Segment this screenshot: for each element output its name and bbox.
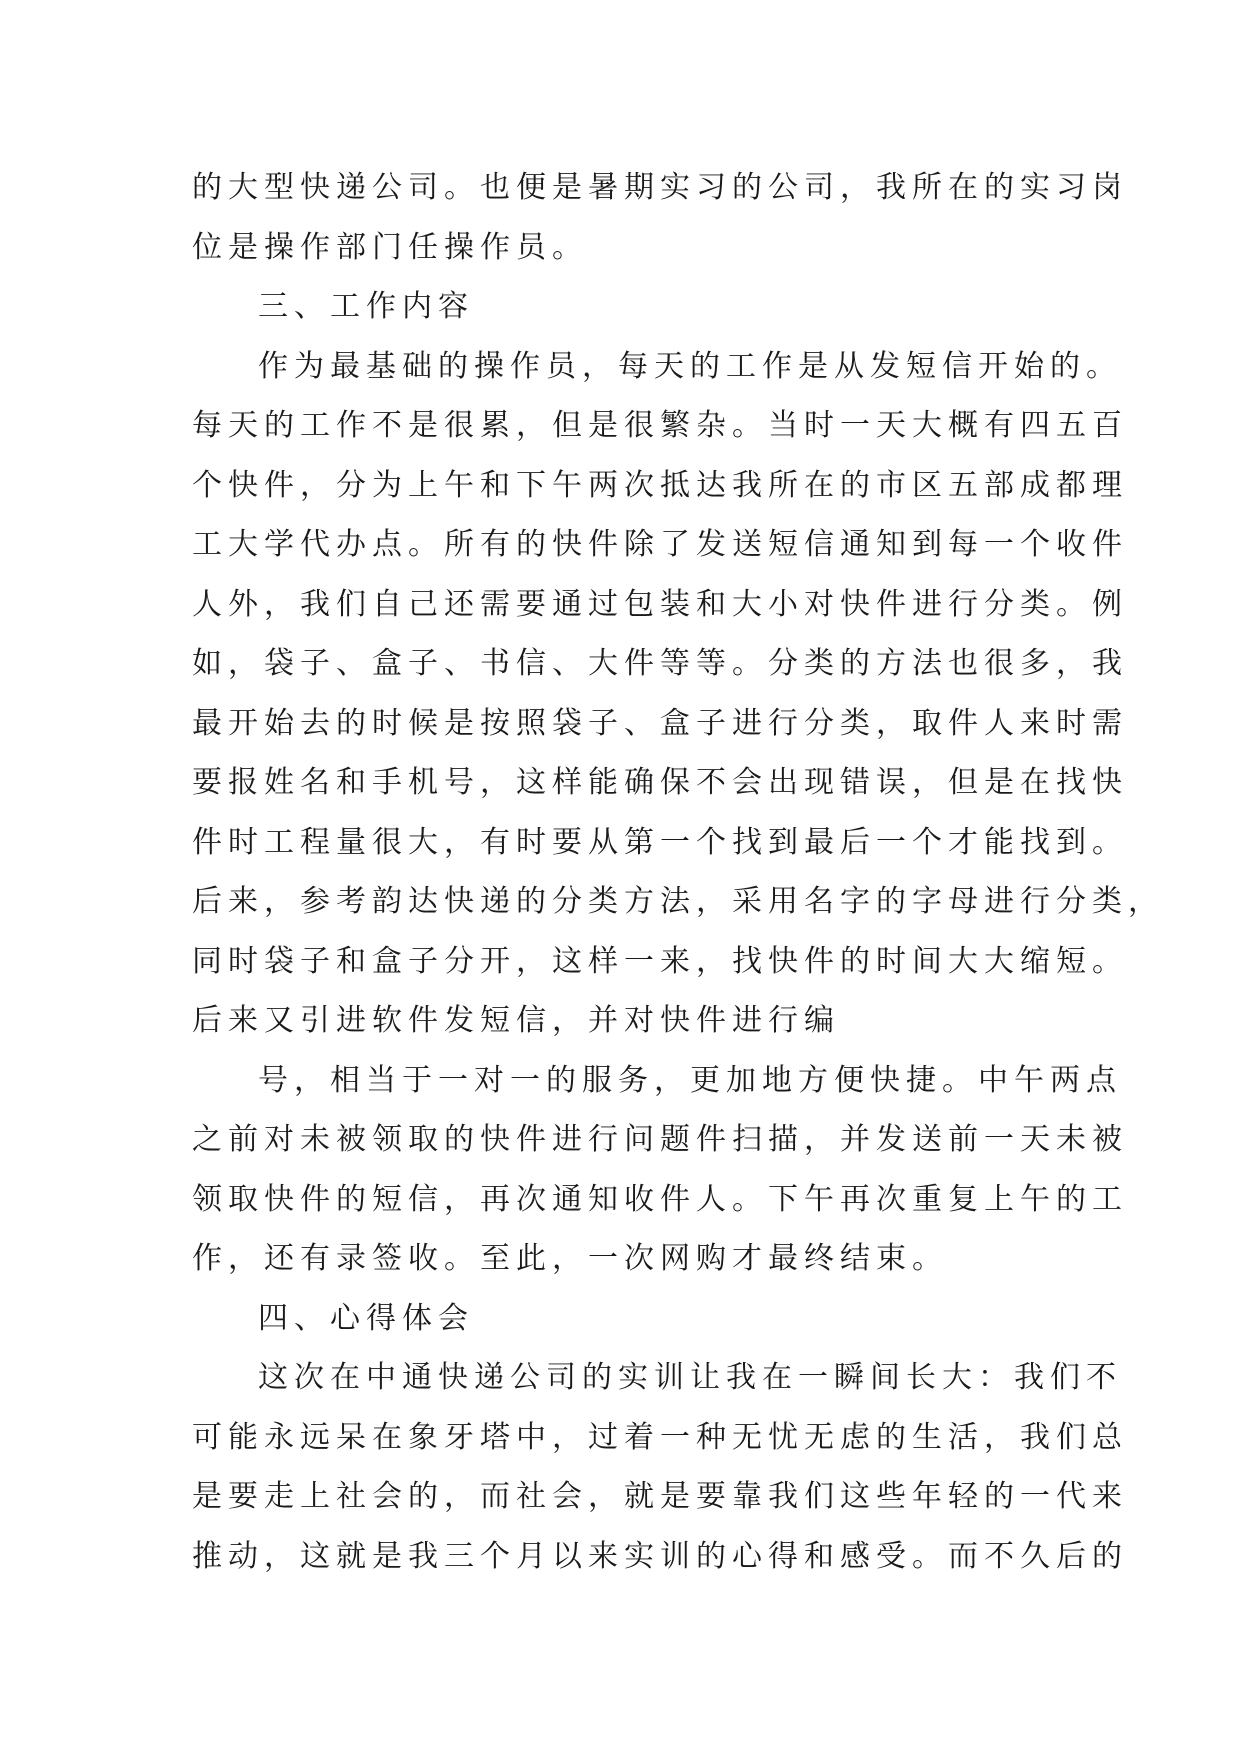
text-line: 个快件，分为上午和下午两次抵达我所在的市区五部成都理 [192, 467, 1128, 503]
text-line: 作，还有录签收。至此，一次网购才最终结束。 [192, 1241, 948, 1276]
text-line: 件时工程量很大，有时要从第一个找到最后一个才能找到。 [192, 824, 1128, 860]
section-heading-work-content: 三、工作内容 [258, 289, 474, 324]
text-line: 推动，这就是我三个月以来实训的心得和感受。而不久后的 [192, 1538, 1128, 1574]
text-line: 要报姓名和手机号，这样能确保不会出现错误，但是在找快 [192, 765, 1128, 800]
text-line: 人外，我们自己还需要通过包装和大小对快件进行分类。例 [192, 586, 1128, 622]
paragraph-first-line: 这次在中通快递公司的实训让我在一瞬间长大：我们不 [258, 1360, 1122, 1395]
text-line: 同时袋子和盒子分开，这样一来，找快件的时间大大缩短。 [192, 943, 1128, 979]
text-line: 每天的工作不是很累，但是很繁杂。当时一天大概有四五百 [192, 408, 1128, 443]
paragraph-first-line: 号，相当于一对一的服务，更加地方便快捷。中午两点 [258, 1062, 1122, 1098]
text-line: 之前对未被领取的快件进行问题件扫描，并发送前一天未被 [192, 1122, 1128, 1157]
text-line: 后来又引进软件发短信，并对快件进行编 [192, 1003, 840, 1038]
text-line: 的大型快递公司。也便是暑期实习的公司，我所在的实习岗 [192, 170, 1128, 205]
text-line: 最开始去的时候是按照袋子、盒子进行分类，取件人来时需 [192, 705, 1128, 741]
section-heading-reflections: 四、心得体会 [258, 1300, 474, 1336]
text-line: 可能永远呆在象牙塔中，过着一种无忧无虑的生活，我们总 [192, 1419, 1128, 1455]
text-line: 后来，参考韵达快递的分类方法，采用名字的字母进行分类， [192, 884, 1164, 919]
text-line: 位是操作部门任操作员。 [192, 229, 588, 265]
text-line: 如，袋子、盒子、书信、大件等等。分类的方法也很多，我 [192, 646, 1128, 681]
document-body [192, 158, 1164, 1586]
text-line: 是要走上社会的，而社会，就是要靠我们这些年轻的一代来 [192, 1479, 1128, 1514]
text-line: 工大学代办点。所有的快件除了发送短信通知到每一个收件 [192, 527, 1128, 562]
paragraph-first-line: 作为最基础的操作员，每天的工作是从发短信开始的。 [258, 348, 1122, 384]
text-line: 领取快件的短信，再次通知收件人。下午再次重复上午的工 [192, 1181, 1128, 1217]
